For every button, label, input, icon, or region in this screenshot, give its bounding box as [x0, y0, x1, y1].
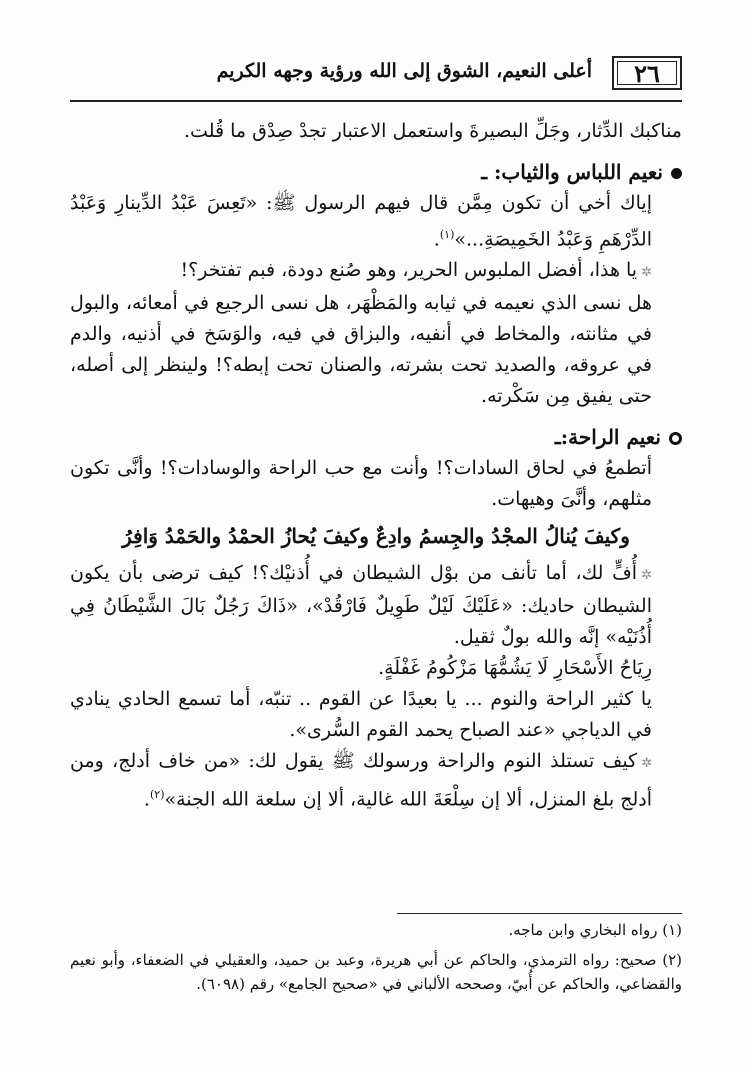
- paragraph: هل نسى الذي نعيمه في ثيابه والمَظْهَر، هل نسى الرجيع في أمعائه، والبول في مثانته، والمخاط في أنفيه، والبزاق في فيه، والوَسَخ في أذنيه، والدم في عروقه، والصديد تحت بشرته، والصنان تحت إبطه؟! ولينظر إلى أصله، حتى يفيق مِن سَكْرته.: [70, 292, 652, 408]
- heading-text: نعيم الراحة:ـ: [554, 425, 661, 450]
- bullet-icon: [669, 432, 682, 445]
- paragraph: مناكبك الدِّثار، وجَلِّ البصيرةَ واستعمل الاعتبار تجدْ صِدْق ما قُلت.: [184, 120, 682, 142]
- paragraph: [70, 558, 682, 653]
- asterisk-icon: ✲: [641, 568, 652, 584]
- paragraph: أتطمعُ في لحاق السادات؟! وأنت مع حب الراحة والوسادات؟! وأنَّى تكون مثلهم، وأنَّىَ وهيهات.: [70, 457, 652, 511]
- asterisk-icon: ✲: [641, 265, 652, 281]
- footnote: (١) رواه البخاري وابن ماجه.: [508, 921, 682, 939]
- paragraph-text: يا هذا، أفضل الملبوس الحرير، وهو صُنع دودة، فبم تفتخر؟!: [180, 259, 638, 282]
- footnote-ref: (١): [439, 228, 455, 241]
- paragraph: إياك أخي أن تكون مِمَّن قال فيهم الرسول ﷺ: «تَعِسَ عَبْدُ الدِّينارِ وَعَبْدُ الدِّرْهَمِ وَعَبْدُ الخَمِيصَةِ...»$^{(١)}$.: [70, 192, 652, 251]
- paragraph: يا كثير الراحة والنوم ... يا بعيدًا عن القوم .. تنبّه، أما تسمع الحادي ينادي في الدياجي «عند الصباح يحمد القوم السُّرى».: [70, 688, 652, 742]
- header-rule: [70, 100, 682, 102]
- footnote-rule: [397, 913, 682, 914]
- asterisk-icon: ✲: [641, 756, 652, 772]
- paragraph: ✲كيف تستلذ النوم والراحة ورسولك ﷺ يقول لك: «من خاف أدلج، ومن أدلج بلغ المنزل، ألا إن سِلْعَةَ الله غالية، ألا إن سلعة الله الجنة»$^{(٢)}$.: [70, 750, 652, 811]
- bullet-icon: [671, 168, 682, 179]
- page-number: ٢٦: [612, 56, 682, 90]
- footnotes: [70, 918, 682, 1002]
- poem-verse: وكيفَ يُنالُ المجْدُ والجِسمُ وادِعٌ وكيفَ يُحازُ الحمْدُ والحَمْدُ وَافِرُ: [122, 524, 630, 549]
- section-heading-clothes: [70, 157, 682, 188]
- paragraph: [70, 255, 682, 288]
- hadith-text: كيف تستلذ النوم والراحة ورسولك ﷺ يقول لك: «من خاف أدلج، ومن أدلج بلغ المنزل، ألا إن سِلْعَةَ الله غالية، ألا إن سلعة الله الجنة»: [70, 750, 652, 811]
- main-text: [70, 116, 682, 816]
- section-heading-rest: [70, 422, 682, 453]
- heading-text: نعيم اللباس والثياب: ـ: [481, 160, 663, 184]
- paragraph-text: أُفٍّ لك، أما تأنف من بوْل الشيطان في أُذنيْك؟! كيف ترضى بأن يكون الشيطان حاديك: «عَلَيْكَ لَيْلٌ طَوِيلٌ فَارْقُدْ»، «ذَاكَ رَجُلٌ بَالَ الشَّيْطَانُ فِي أُذُنَيْه» إنَّه والله بولٌ ثقيل.: [70, 562, 652, 649]
- page-header: [70, 52, 682, 96]
- footnote-ref: (٢): [149, 788, 165, 802]
- verse-line: رِيَاحُ الأَسْحَارِ لَا يَشُمُّهَا مَزْكُومُ غَفْلَةٍ.: [378, 657, 652, 680]
- footnote: (٢) صحيح: رواه الترمذي، والحاكم عن أبي هريرة، وعبد بن حميد، والعقيلي في الضعفاء، وأبو نعيم والقضاعي، والحاكم عن أُبيّ، وصححه الألباني في «صحيح الجامع» رقم (٦٠٩٨).: [70, 951, 682, 993]
- hadith-text: إياك أخي أن تكون مِمَّن قال فيهم الرسول ﷺ: «تَعِسَ عَبْدُ الدِّينارِ وَعَبْدُ الدِّرْهَمِ وَعَبْدُ الخَمِيصَةِ...»: [70, 192, 652, 251]
- running-title: أعلى النعيم، الشوق إلى الله ورؤية وجهه الكريم: [216, 60, 592, 82]
